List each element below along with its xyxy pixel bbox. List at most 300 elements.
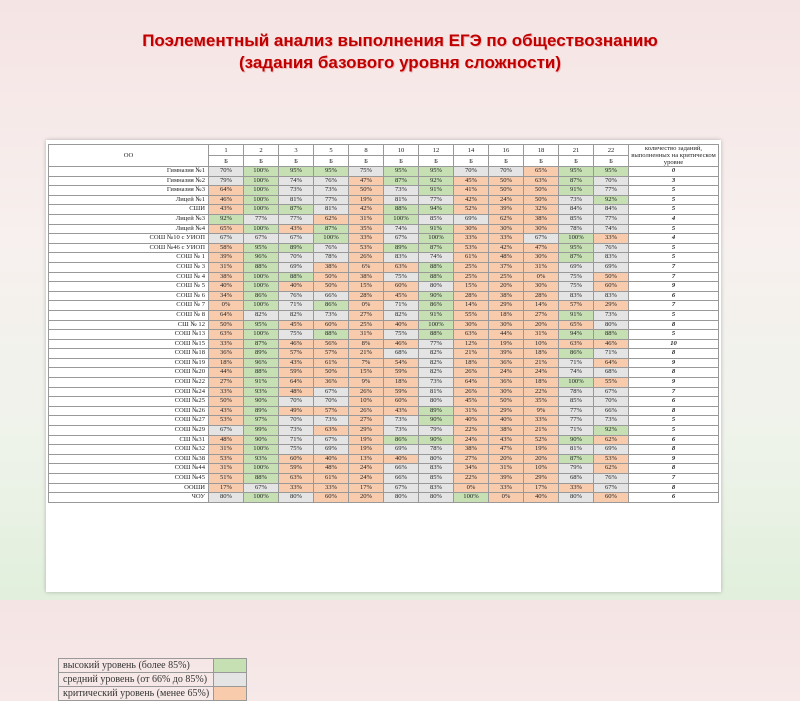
result-cell: 18% (384, 378, 419, 388)
result-cell: 24% (524, 368, 559, 378)
result-cell: 38% (349, 272, 384, 282)
header-task-22: 22 (594, 145, 629, 156)
result-cell: 91% (559, 310, 594, 320)
result-cell: 43% (489, 435, 524, 445)
result-cell: 27% (209, 378, 244, 388)
header-task-1: 1 (209, 145, 244, 156)
result-cell: 74% (594, 224, 629, 234)
result-cell: 88% (244, 368, 279, 378)
critical-count: 7 (629, 474, 719, 484)
result-cell: 66% (594, 406, 629, 416)
result-cell: 82% (419, 368, 454, 378)
result-cell: 33% (594, 234, 629, 244)
title-line-1: Поэлементный анализ выполнения ЕГЭ по обществознанию (142, 31, 658, 50)
table-row (49, 483, 719, 493)
result-cell: 95% (594, 167, 629, 177)
result-cell: 30% (524, 253, 559, 263)
result-cell: 85% (419, 214, 454, 224)
result-cell: 79% (559, 464, 594, 474)
slide-title (0, 30, 800, 74)
critical-count: 7 (629, 262, 719, 272)
result-cell: 77% (419, 339, 454, 349)
result-cell: 77% (559, 406, 594, 416)
result-cell: 70% (454, 167, 489, 177)
table-row (49, 349, 719, 359)
result-cell: 27% (349, 416, 384, 426)
header-level: Б (594, 156, 629, 167)
result-cell: 96% (244, 253, 279, 263)
result-cell: 28% (349, 291, 384, 301)
critical-count: 5 (629, 416, 719, 426)
result-cell: 25% (454, 272, 489, 282)
result-cell: 26% (454, 387, 489, 397)
result-cell: 46% (384, 339, 419, 349)
result-cell: 95% (244, 320, 279, 330)
school-name: СОШ №22 (49, 378, 209, 388)
result-cell: 66% (384, 474, 419, 484)
result-cell: 18% (524, 378, 559, 388)
result-cell: 38% (489, 426, 524, 436)
result-cell: 85% (419, 474, 454, 484)
school-name: Лицей №1 (49, 195, 209, 205)
result-cell: 88% (244, 262, 279, 272)
result-cell: 80% (419, 397, 454, 407)
critical-count: 6 (629, 435, 719, 445)
table-row (49, 195, 719, 205)
result-cell: 92% (594, 426, 629, 436)
result-cell: 58% (209, 243, 244, 253)
result-cell: 90% (419, 291, 454, 301)
results-sheet (46, 140, 721, 699)
result-cell: 64% (209, 186, 244, 196)
result-cell: 26% (349, 387, 384, 397)
result-cell: 39% (209, 253, 244, 263)
result-cell: 27% (454, 454, 489, 464)
school-name: СОШ № 7 (49, 301, 209, 311)
critical-count: 8 (629, 483, 719, 493)
result-cell: 26% (349, 253, 384, 263)
result-cell: 10% (524, 339, 559, 349)
result-cell: 80% (419, 493, 454, 503)
result-cell: 63% (559, 339, 594, 349)
result-cell: 24% (454, 435, 489, 445)
result-cell: 97% (244, 416, 279, 426)
critical-count: 5 (629, 426, 719, 436)
table-row (49, 493, 719, 503)
result-cell: 84% (559, 205, 594, 215)
result-cell: 33% (454, 234, 489, 244)
result-cell: 18% (489, 310, 524, 320)
critical-count: 7 (629, 301, 719, 311)
result-cell: 75% (559, 272, 594, 282)
result-cell: 78% (314, 253, 349, 263)
result-cell: 50% (489, 186, 524, 196)
table-row (49, 167, 719, 177)
result-cell: 20% (349, 493, 384, 503)
result-cell: 41% (454, 186, 489, 196)
result-cell: 65% (524, 167, 559, 177)
result-cell: 55% (454, 310, 489, 320)
result-cell: 63% (524, 176, 559, 186)
critical-count: 9 (629, 358, 719, 368)
table-row (49, 474, 719, 484)
result-cell: 50% (489, 176, 524, 186)
result-cell: 46% (209, 195, 244, 205)
result-cell: 73% (279, 426, 314, 436)
result-cell: 88% (419, 262, 454, 272)
result-cell: 25% (454, 262, 489, 272)
result-cell: 83% (384, 253, 419, 263)
result-cell: 69% (454, 214, 489, 224)
result-cell: 50% (594, 272, 629, 282)
table-row (49, 262, 719, 272)
header-level: Б (489, 156, 524, 167)
result-cell: 24% (489, 368, 524, 378)
result-cell: 87% (419, 243, 454, 253)
result-cell: 30% (489, 224, 524, 234)
result-cell: 9% (524, 406, 559, 416)
result-cell: 76% (594, 243, 629, 253)
result-cell: 71% (384, 301, 419, 311)
result-cell: 63% (454, 330, 489, 340)
result-cell: 0% (209, 301, 244, 311)
result-cell: 80% (419, 282, 454, 292)
result-cell: 28% (524, 291, 559, 301)
result-cell: 19% (349, 435, 384, 445)
result-cell: 73% (384, 416, 419, 426)
result-cell: 42% (489, 243, 524, 253)
result-cell: 74% (419, 253, 454, 263)
result-cell: 40% (524, 493, 559, 503)
result-cell: 61% (314, 474, 349, 484)
legend-medium-swatch (214, 673, 247, 687)
school-name: СОШ №18 (49, 349, 209, 359)
result-cell: 61% (314, 358, 349, 368)
result-cell: 53% (594, 454, 629, 464)
critical-count: 9 (629, 282, 719, 292)
result-cell: 88% (244, 474, 279, 484)
result-cell: 40% (209, 282, 244, 292)
result-cell: 87% (244, 339, 279, 349)
result-cell: 80% (559, 493, 594, 503)
header-task-2: 2 (244, 145, 279, 156)
school-name: СОШ №29 (49, 426, 209, 436)
result-cell: 87% (279, 205, 314, 215)
result-cell: 43% (279, 358, 314, 368)
result-cell: 76% (279, 291, 314, 301)
result-cell: 81% (419, 387, 454, 397)
result-cell: 18% (209, 358, 244, 368)
critical-count: 8 (629, 406, 719, 416)
header-level: Б (314, 156, 349, 167)
result-cell: 26% (454, 368, 489, 378)
result-cell: 50% (314, 272, 349, 282)
result-cell: 75% (279, 330, 314, 340)
result-cell: 89% (419, 406, 454, 416)
table-row (49, 435, 719, 445)
critical-count: 8 (629, 320, 719, 330)
header-task-10: 10 (384, 145, 419, 156)
result-cell: 60% (314, 320, 349, 330)
result-cell: 95% (244, 243, 279, 253)
result-cell: 19% (489, 339, 524, 349)
header-task-16: 16 (489, 145, 524, 156)
result-cell: 85% (559, 397, 594, 407)
result-cell: 69% (314, 445, 349, 455)
result-cell: 99% (244, 426, 279, 436)
result-cell: 87% (314, 224, 349, 234)
table-row (49, 234, 719, 244)
result-cell: 90% (244, 397, 279, 407)
result-cell: 69% (594, 445, 629, 455)
result-cell: 38% (314, 262, 349, 272)
result-cell: 48% (314, 464, 349, 474)
result-cell: 22% (454, 426, 489, 436)
result-cell: 74% (279, 176, 314, 186)
school-name: Гимназия №3 (49, 186, 209, 196)
result-cell: 7% (349, 358, 384, 368)
school-name: СОШ №25 (49, 397, 209, 407)
header-critical-count: количество заданий, выполненных на критическом уровне (629, 145, 719, 167)
result-cell: 82% (419, 358, 454, 368)
result-cell: 47% (349, 176, 384, 186)
result-cell: 67% (384, 234, 419, 244)
result-cell: 66% (314, 291, 349, 301)
school-name: СОШ №20 (49, 368, 209, 378)
school-name: СОШ №46 с УИОП (49, 243, 209, 253)
result-cell: 100% (419, 320, 454, 330)
header-level: Б (419, 156, 454, 167)
result-cell: 95% (559, 167, 594, 177)
result-cell: 64% (454, 378, 489, 388)
result-cell: 78% (419, 445, 454, 455)
result-cell: 76% (594, 474, 629, 484)
result-cell: 67% (594, 387, 629, 397)
result-cell: 67% (209, 426, 244, 436)
result-cell: 35% (524, 397, 559, 407)
result-cell: 37% (489, 262, 524, 272)
result-cell: 60% (384, 397, 419, 407)
result-cell: 21% (349, 349, 384, 359)
result-cell: 62% (594, 464, 629, 474)
result-cell: 88% (419, 272, 454, 282)
result-cell: 20% (524, 320, 559, 330)
result-cell: 30% (489, 320, 524, 330)
result-cell: 63% (209, 330, 244, 340)
table-row (49, 320, 719, 330)
school-name: СШ № 12 (49, 320, 209, 330)
result-cell: 45% (454, 176, 489, 186)
header-level: Б (524, 156, 559, 167)
result-cell: 63% (384, 262, 419, 272)
result-cell: 100% (244, 493, 279, 503)
result-cell: 95% (559, 243, 594, 253)
result-cell: 50% (314, 368, 349, 378)
result-cell: 100% (559, 234, 594, 244)
result-cell: 31% (349, 330, 384, 340)
result-cell: 82% (384, 310, 419, 320)
result-cell: 21% (524, 358, 559, 368)
result-cell: 43% (384, 406, 419, 416)
table-row (49, 214, 719, 224)
result-cell: 29% (489, 406, 524, 416)
result-cell: 20% (489, 454, 524, 464)
result-cell: 100% (314, 234, 349, 244)
result-cell: 40% (384, 454, 419, 464)
result-cell: 95% (314, 167, 349, 177)
result-cell: 67% (314, 387, 349, 397)
table-row (49, 416, 719, 426)
header-row-tasks (49, 145, 719, 156)
result-cell: 59% (384, 368, 419, 378)
result-cell: 48% (489, 253, 524, 263)
critical-count: 9 (629, 454, 719, 464)
result-cell: 64% (594, 358, 629, 368)
result-cell: 80% (209, 493, 244, 503)
result-cell: 92% (209, 214, 244, 224)
result-cell: 50% (489, 397, 524, 407)
result-cell: 60% (594, 282, 629, 292)
result-cell: 45% (384, 291, 419, 301)
result-cell: 38% (524, 214, 559, 224)
result-cell: 10% (349, 397, 384, 407)
header-task-21: 21 (559, 145, 594, 156)
result-cell: 70% (279, 253, 314, 263)
result-cell: 21% (524, 426, 559, 436)
header-level: Б (209, 156, 244, 167)
critical-count: 10 (629, 339, 719, 349)
result-cell: 50% (524, 195, 559, 205)
result-cell: 24% (349, 464, 384, 474)
result-cell: 80% (384, 493, 419, 503)
table-row (49, 445, 719, 455)
critical-count: 4 (629, 214, 719, 224)
result-cell: 90% (559, 435, 594, 445)
critical-count: 5 (629, 205, 719, 215)
result-cell: 17% (209, 483, 244, 493)
result-cell: 87% (559, 454, 594, 464)
result-cell: 17% (524, 483, 559, 493)
header-level: Б (384, 156, 419, 167)
result-cell: 39% (489, 474, 524, 484)
result-cell: 0% (349, 301, 384, 311)
table-row (49, 176, 719, 186)
school-name: СОШ №15 (49, 339, 209, 349)
result-cell: 61% (454, 253, 489, 263)
result-cell: 30% (524, 282, 559, 292)
result-cell: 100% (244, 301, 279, 311)
table-row (49, 205, 719, 215)
result-cell: 77% (419, 195, 454, 205)
result-cell: 75% (559, 282, 594, 292)
result-cell: 33% (559, 483, 594, 493)
result-cell: 0% (489, 493, 524, 503)
table-row (49, 224, 719, 234)
result-cell: 100% (244, 176, 279, 186)
result-cell: 20% (524, 454, 559, 464)
result-cell: 87% (559, 253, 594, 263)
result-cell: 32% (524, 205, 559, 215)
result-cell: 50% (209, 320, 244, 330)
result-cell: 100% (559, 378, 594, 388)
result-cell: 71% (279, 301, 314, 311)
result-cell: 81% (314, 205, 349, 215)
result-cell: 25% (489, 272, 524, 282)
result-cell: 92% (594, 195, 629, 205)
school-name: СОШ № 1 (49, 253, 209, 263)
result-cell: 31% (524, 330, 559, 340)
result-cell: 89% (279, 243, 314, 253)
table-row (49, 368, 719, 378)
result-cell: 78% (559, 224, 594, 234)
result-cell: 14% (524, 301, 559, 311)
result-cell: 67% (314, 435, 349, 445)
result-cell: 28% (454, 291, 489, 301)
result-cell: 48% (279, 387, 314, 397)
result-cell: 0% (454, 483, 489, 493)
result-cell: 70% (594, 176, 629, 186)
legend-medium (59, 673, 247, 687)
result-cell: 100% (244, 330, 279, 340)
school-name: СОШ № 4 (49, 272, 209, 282)
result-cell: 88% (594, 330, 629, 340)
result-cell: 40% (314, 454, 349, 464)
header-level: Б (454, 156, 489, 167)
result-cell: 70% (594, 397, 629, 407)
critical-count: 7 (629, 272, 719, 282)
result-cell: 52% (524, 435, 559, 445)
school-name: Лицей №3 (49, 214, 209, 224)
result-cell: 33% (489, 483, 524, 493)
school-name: СОШ №44 (49, 464, 209, 474)
school-name: СОШ №26 (49, 406, 209, 416)
school-name: ООШИ (49, 483, 209, 493)
result-cell: 94% (559, 330, 594, 340)
result-cell: 46% (279, 339, 314, 349)
header-level: Б (279, 156, 314, 167)
result-cell: 59% (384, 387, 419, 397)
result-cell: 63% (314, 426, 349, 436)
school-name: СОШ № 3 (49, 262, 209, 272)
result-cell: 14% (454, 301, 489, 311)
result-cell: 75% (384, 272, 419, 282)
result-cell: 54% (384, 358, 419, 368)
result-cell: 0% (524, 272, 559, 282)
result-cell: 51% (209, 474, 244, 484)
table-row (49, 301, 719, 311)
table-row (49, 291, 719, 301)
result-cell: 19% (349, 445, 384, 455)
result-cell: 50% (349, 186, 384, 196)
result-cell: 71% (279, 435, 314, 445)
result-cell: 91% (244, 378, 279, 388)
result-cell: 86% (559, 349, 594, 359)
result-cell: 60% (594, 493, 629, 503)
critical-count: 8 (629, 464, 719, 474)
result-cell: 60% (279, 454, 314, 464)
result-cell: 44% (489, 330, 524, 340)
table-row (49, 330, 719, 340)
school-name: Гимназия №1 (49, 167, 209, 177)
result-cell: 53% (209, 454, 244, 464)
result-cell: 100% (419, 234, 454, 244)
result-cell: 73% (594, 310, 629, 320)
result-cell: 100% (244, 445, 279, 455)
result-cell: 69% (594, 262, 629, 272)
result-cell: 59% (279, 464, 314, 474)
result-cell: 36% (489, 358, 524, 368)
result-cell: 22% (454, 474, 489, 484)
